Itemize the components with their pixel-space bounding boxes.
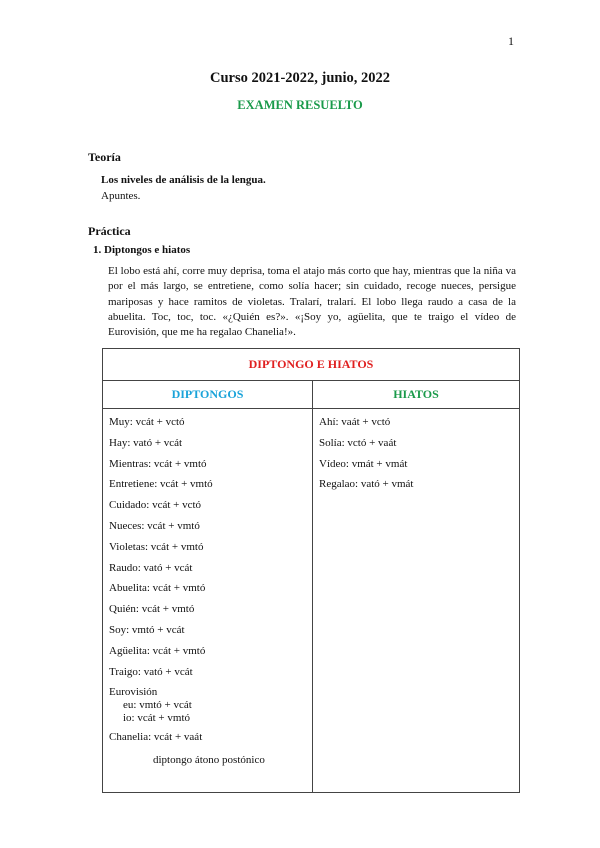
diphthong-table [102,348,520,793]
diptongos-cell [103,409,313,793]
diptongo-item: Cuidado: vcát + vctó [109,499,202,512]
table-caption: DIPTONGO E HIATOS [103,349,520,381]
eurovision-word: Eurovisión [109,686,158,699]
teoria-heading: Teoría [88,150,121,164]
diptongo-item: Abuelita: vcát + vmtó [109,582,206,595]
diptongo-item: Quién: vcát + vmtó [109,603,195,616]
diptongo-item: Mientras: vcát + vmtó [109,457,207,470]
diptongo-item: Violetas: vcát + vmtó [109,540,204,553]
eurovision-io: io: vcát + vmtó [123,712,190,725]
document-title: Curso 2021-2022, junio, 2022 [209,70,391,86]
diptongo-item: Raudo: vató + vcát [109,561,193,574]
diptongo-item-chanelia [109,731,312,773]
column-header-hiatos: HIATOS [313,381,520,409]
hiato-item: Ahí: vaát + vctó [319,416,391,428]
hiato-item: Solía: vctó + vaát [319,436,397,449]
teoria-notes: Apuntes. [101,190,141,202]
hiatos-cell [313,409,520,793]
diptongo-item: Muy: vcát + vctó [109,416,185,428]
practica-heading: Práctica [88,224,131,238]
practica-paragraph: El lobo está ahí, corre muy deprisa, toma el atajo más corto que hay, mientras que la niña va por el más largo, se entretiene, como solía hacer; sin cuidado, recoge nueces, persigue mariposas y hace ramitos de violetas. Tralarí, tralarí. El lobo llega raudo a casa de la abuelita. Toc, toc, toc. «¿Quién es?». «¡Soy yo, agüelita, que te traigo el vídeo de Eurovisión, que me ha regalao Chanelia!». [108,265,516,339]
diptongo-item-eurovision [109,686,312,731]
practica-item-heading: 1. Diptongos e hiatos [93,244,191,256]
diptongo-item: Entretiene: vcát + vmtó [109,478,213,491]
column-header-diptongos: DIPTONGOS [103,381,313,409]
hiato-item: Regalao: vató + vmát [319,478,414,491]
diptongo-item: Nueces: vcát + vmtó [109,519,200,532]
diptongo-item: Hay: vató + vcát [109,436,183,449]
diptongo-item: Soy: vmtó + vcát [109,623,185,636]
page-number: 1 [508,34,514,48]
diptongo-item: Agüelita: vcát + vmtó [109,644,206,657]
teoria-topic: Los niveles de análisis de la lengua. [101,174,266,186]
document-subtitle: EXAMEN RESUELTO [237,98,363,112]
chanelia-footnote: diptongo átono postónico [153,754,265,767]
chanelia-word: Chanelia: vcát + vaát [109,731,203,744]
eurovision-eu: eu: vmtó + vcát [123,699,192,712]
diptongo-item: Traigo: vató + vcát [109,665,193,678]
hiato-item: Vídeo: vmát + vmát [319,457,408,470]
